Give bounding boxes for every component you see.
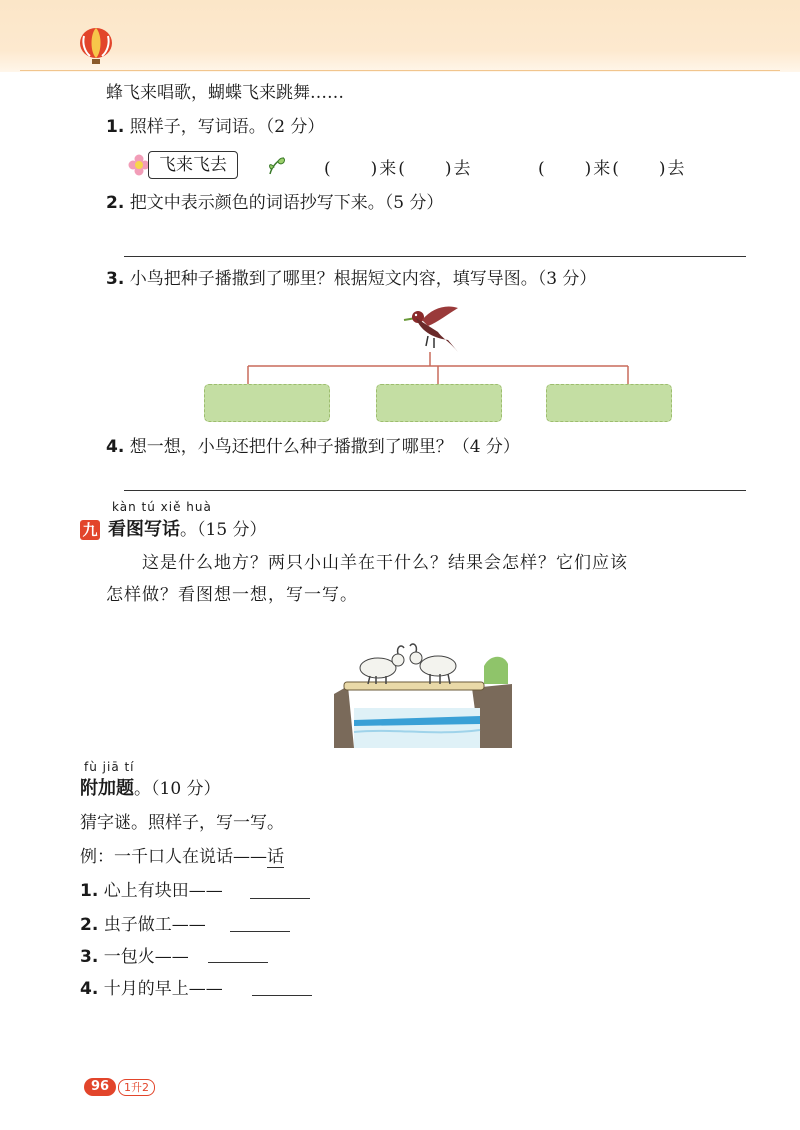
header-divider [20, 70, 780, 71]
bonus-title: 附加题 [80, 778, 134, 799]
question-text: 想一想，小鸟还把什么种子播撒到了哪里？（4 分） [129, 437, 520, 457]
riddle-3-answer-line[interactable] [208, 962, 268, 963]
bonus-score: 。（10 分） [134, 779, 221, 799]
question-4 [106, 436, 520, 458]
riddle-2-answer-line[interactable] [230, 931, 290, 932]
flower-icon [128, 154, 150, 176]
riddle-4 [80, 978, 223, 1000]
riddle-text: 虫子做工—— [103, 915, 206, 935]
goats-bridge-illustration [334, 636, 512, 748]
section-9-pinyin: kàn tú xiě huà [112, 500, 212, 514]
question-number: 1. [106, 117, 125, 137]
mind-map-connector [240, 352, 640, 386]
riddle-text: 十月的早上—— [103, 979, 223, 999]
riddle-4-answer-line[interactable] [252, 995, 312, 996]
passage-end: 蜂飞来唱歌，蝴蝶飞来跳舞…… [106, 83, 344, 103]
section-9-badge: 九 [80, 520, 100, 540]
question-number: 2. [106, 193, 125, 213]
riddle-number: 2. [80, 915, 99, 935]
question-number: 4. [106, 437, 125, 457]
riddle-number: 1. [80, 881, 99, 901]
bonus-heading [80, 778, 221, 800]
riddle-text: 一包火—— [103, 947, 189, 967]
bonus-example [80, 846, 284, 868]
bird-icon [398, 302, 464, 354]
mind-map-box-2[interactable] [376, 384, 502, 422]
question-text: 小鸟把种子播撒到了哪里？根据短文内容，填写导图。（3 分） [129, 269, 597, 289]
section-9-score: 。（15 分） [180, 520, 267, 540]
section-9-heading [108, 519, 267, 541]
bonus-pinyin: fù jiā tí [84, 760, 135, 774]
leaf-icon [266, 152, 288, 178]
page-number: 96 [84, 1078, 116, 1096]
riddle-number: 4. [80, 979, 99, 999]
bonus-instruction: 猜字谜。照样子，写一写。 [80, 813, 284, 833]
example-text: 例：一千口人在说话—— [80, 847, 267, 867]
section-9-title: 看图写话 [108, 519, 180, 540]
question-2 [106, 192, 443, 214]
question-text: 照样子，写词语。（2 分） [129, 117, 325, 137]
riddle-3 [80, 946, 189, 968]
answer-blank-1[interactable]: ( )来( )去 [324, 159, 473, 179]
answer-blank-2[interactable]: ( )来( )去 [538, 159, 687, 179]
answer-line-q2[interactable] [124, 256, 746, 257]
mind-map-box-3[interactable] [546, 384, 672, 422]
mind-map-box-1[interactable] [204, 384, 330, 422]
riddle-1-answer-line[interactable] [250, 898, 310, 899]
question-number: 3. [106, 269, 125, 289]
example-answer: 话 [267, 847, 284, 867]
answer-line-q4[interactable] [124, 490, 746, 491]
grade-badge: 1升2 [118, 1079, 155, 1096]
riddle-number: 3. [80, 947, 99, 967]
section-9-prompt-2: 怎样做？看图想一想，写一写。 [106, 585, 358, 605]
question-3 [106, 268, 596, 290]
riddle-text: 心上有块田—— [103, 881, 223, 901]
riddle-1 [80, 880, 223, 902]
header-band [0, 0, 800, 72]
riddle-2 [80, 914, 206, 936]
section-9-prompt-1: 这是什么地方？两只小山羊在干什么？结果会怎样？它们应该 [142, 553, 628, 573]
sample-word-box: 飞来飞去 [148, 151, 238, 179]
balloon-icon [76, 26, 116, 66]
question-1 [106, 116, 324, 138]
question-text: 把文中表示颜色的词语抄写下来。（5 分） [129, 193, 444, 213]
